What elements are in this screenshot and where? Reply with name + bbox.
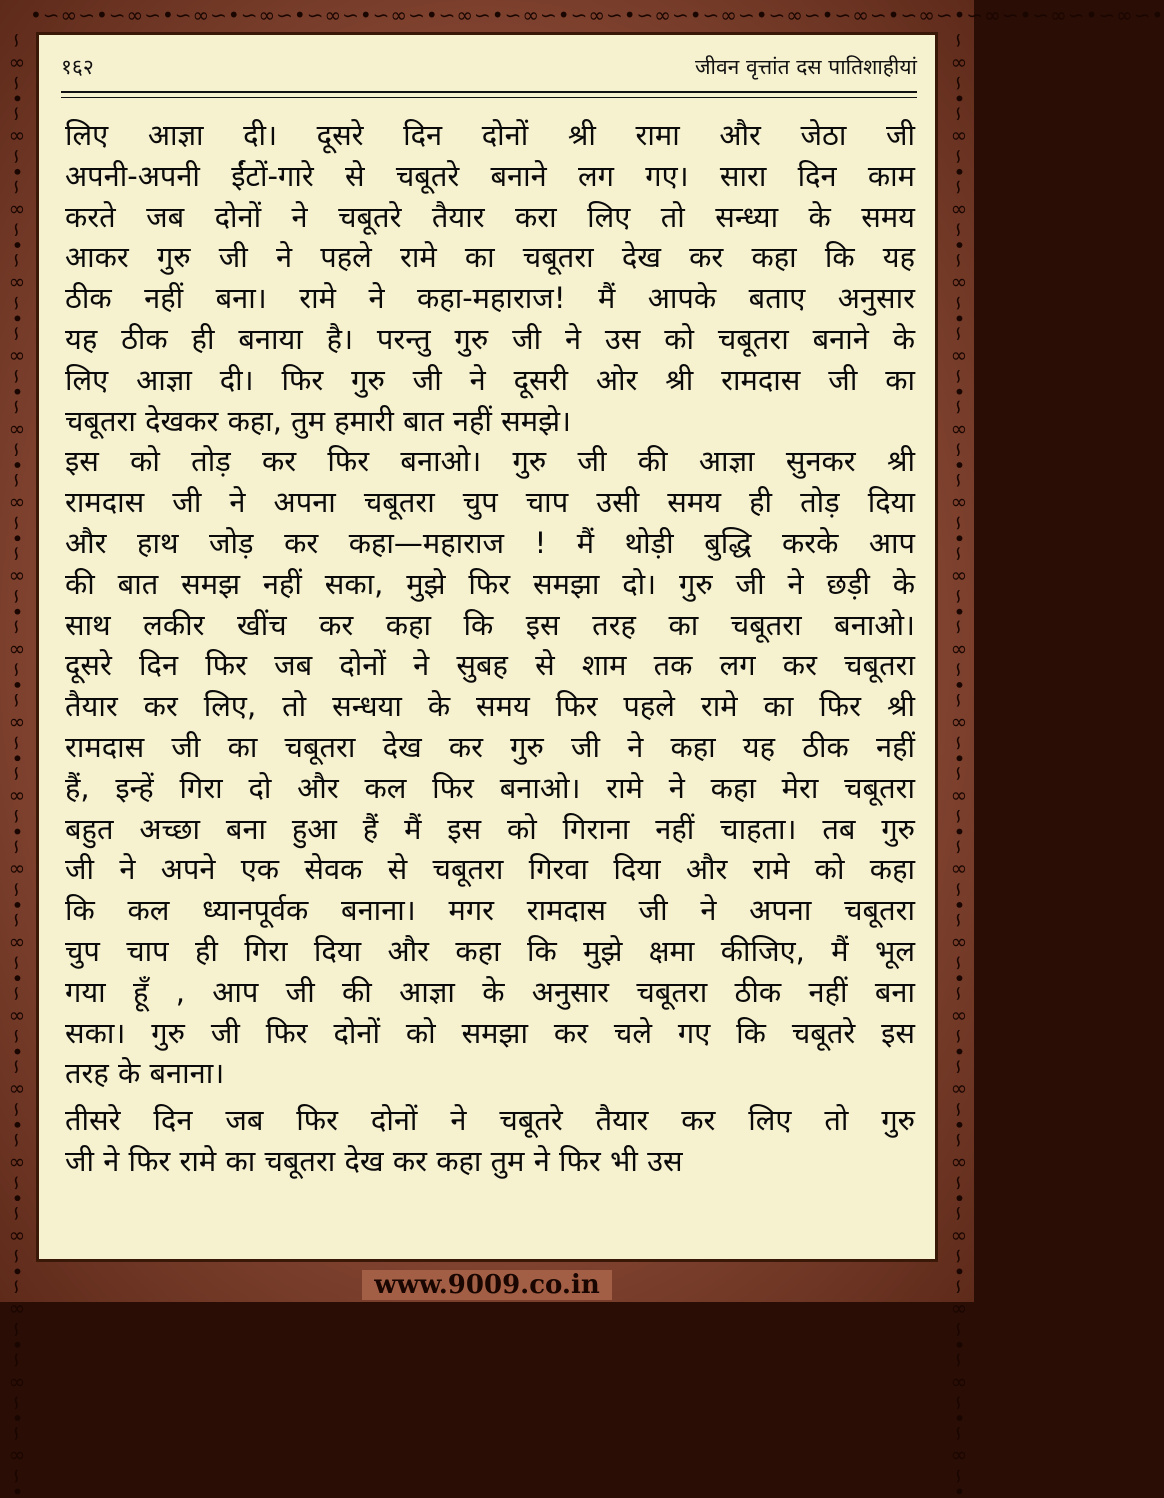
page-header <box>61 53 917 85</box>
text-line: ठीक नहीं बना। रामे ने कहा-महाराज! मैं आपके बताए अनुसार <box>65 281 915 316</box>
text-line: बहुत अच्छा बना हुआ हैं मैं इस को गिराना नहीं चाहता। तब गुरु <box>65 811 915 846</box>
text-line: यह ठीक ही बनाया है। परन्तु गुरु जी ने उस को चबूतरा बनाने के <box>65 321 915 356</box>
page-footer <box>0 1268 974 1302</box>
text-line: आकर गुरु जी ने पहले रामे का चबूतरा देख कर कहा कि यह <box>65 240 915 275</box>
text-line: लिए आज्ञा दी। फिर गुरु जी ने दूसरी ओर श्री रामदास जी का <box>65 362 915 397</box>
text-line: जी ने अपने एक सेवक से चबूतरा गिरवा दिया और रामे को कहा <box>65 852 915 887</box>
text-line: जी ने फिर रामे का चबूतरा देख कर कहा तुम ने फिर भी उस <box>65 1143 683 1178</box>
text-line: रामदास जी का चबूतरा देख कर गुरु जी ने कहा यह ठीक नहीं <box>65 729 915 764</box>
text-line: हैं, इन्हें गिरा दो और कल फिर बनाओ। रामे ने कहा मेरा चबूतरा <box>65 770 915 805</box>
text-line: अपनी-अपनी ईंटों-गारे से चबूतरे बनाने लग गए। सारा दिन काम <box>65 158 915 193</box>
text-line: चुप चाप ही गिरा दिया और कहा कि मुझे क्षमा कीजिए, मैं भूल <box>65 933 915 968</box>
text-line: तैयार कर लिए, तो सन्धया के समय फिर पहले रामे का फिर श्री <box>65 689 915 724</box>
text-line: और हाथ जोड़ कर कहा—महाराज ! मैं थोड़ी बुद्धि करके आप <box>65 525 915 560</box>
page-number: १६२ <box>61 55 94 79</box>
text-line: चबूतरा देखकर कहा, तुम हमारी बात नहीं समझे। <box>65 403 572 438</box>
running-title: जीवन वृत्तांत दस पातिशाहीयां <box>694 55 917 79</box>
book-page <box>36 32 938 1262</box>
text-line: तरह के बनाना। <box>65 1056 225 1091</box>
text-line: इस को तोड़ कर फिर बनाओ। गुरु जी की आज्ञा सुनकर श्री <box>65 444 915 479</box>
text-line: गया हूँ , आप जी की आज्ञा के अनुसार चबूतरा ठीक नहीं बना <box>65 974 915 1009</box>
paragraph <box>65 441 915 1094</box>
text-line: साथ लकीर खींच कर कहा कि इस तरह का चबूतरा बनाओ। <box>65 607 915 642</box>
text-line: लिए आज्ञा दी। दूसरे दिन दोनों श्री रामा और जेठा जी <box>65 118 915 152</box>
text-line: दूसरे दिन फिर जब दोनों ने सुबह से शाम तक लग कर चबूतरा <box>65 648 915 683</box>
text-line: करते जब दोनों ने चबूतरे तैयार करा लिए तो सन्ध्या के समय <box>65 199 915 234</box>
header-rule-thin <box>61 97 917 98</box>
text-line: रामदास जी ने अपना चबूतरा चुप चाप उसी समय ही तोड़ दिया <box>65 485 915 520</box>
text-line: की बात समझ नहीं सका, मुझे फिर समझा दो। गुरु जी ने छड़ी के <box>65 566 915 601</box>
header-rule-thick <box>61 91 917 93</box>
text-line: सका। गुरु जी फिर दोनों को समझा कर चले गए कि चबूतरे इस <box>65 1015 915 1050</box>
ornament-border-left: ∽∞∽•∽∞∽•∽∞∽•∽∞∽•∽∞∽•∽∞∽•∽∞∽•∽∞∽•∽∞∽•∽∞∽•∽∞∽•∽∞∽•∽∞∽•∽∞∽•∽∞∽•∽∞∽•∽∞∽•∽∞∽•∽∞∽•∽∞∽• <box>5 32 29 1498</box>
paragraph <box>65 115 915 441</box>
website-link[interactable]: www.9009.co.in <box>362 1270 612 1300</box>
text-line: कि कल ध्यानपूर्वक बनाना। मगर रामदास जी ने अपना चबूतरा <box>65 893 915 928</box>
ornament-border-right: ∽∞∽•∽∞∽•∽∞∽•∽∞∽•∽∞∽•∽∞∽•∽∞∽•∽∞∽•∽∞∽•∽∞∽•∽∞∽•∽∞∽•∽∞∽•∽∞∽•∽∞∽•∽∞∽•∽∞∽•∽∞∽•∽∞∽•∽∞∽• <box>947 32 971 1498</box>
paragraph <box>65 1100 915 1182</box>
ornament-border-top: •∽∞∽•∽∞∽•∽∞∽•∽∞∽•∽∞∽•∽∞∽•∽∞∽•∽∞∽•∽∞∽•∽∞∽•∽∞∽•∽∞∽•∽∞∽•∽∞∽•∽∞∽•∽∞∽•∽∞∽• <box>30 3 1164 27</box>
page-body-text <box>65 115 915 1182</box>
text-line: तीसरे दिन जब फिर दोनों ने चबूतरे तैयार कर लिए तो गुरु <box>65 1103 915 1138</box>
